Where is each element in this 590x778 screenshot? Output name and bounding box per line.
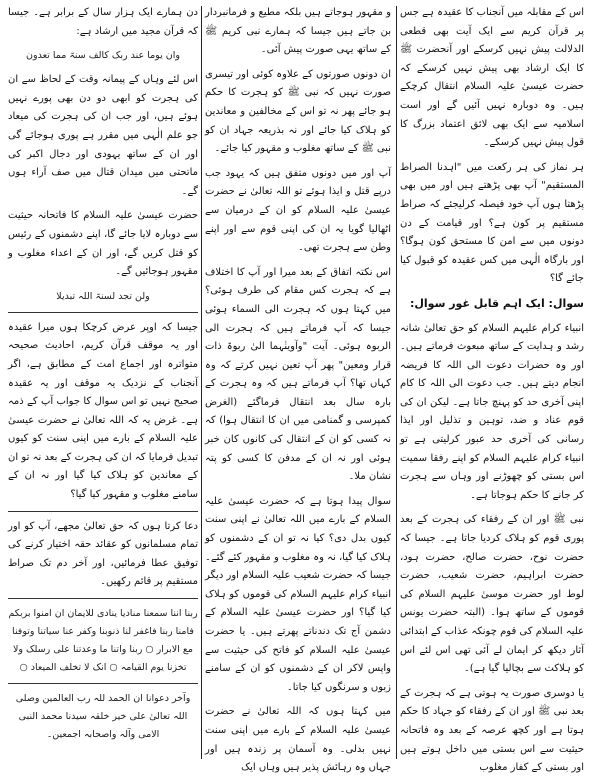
arabic-closing: وآخر دعوانا ان الحمد للہ رب العالمین وصلی اللہ تعالیٰ علی خیر خلقہ سیدنا محمد النبی الامی وآلہ واصحابہ اجمعین۔: [15, 693, 191, 741]
text-column-right: [400, 4, 584, 774]
paragraph: اس نکتہ اتفاق کے بعد میرا اور آپ کا اختلاف ہے کہ ہجرت کس مقام کی طرف ہوئی؟ میں کہتا ہوں کہ ہجرت الی السماء ہوئی جیسا کہ آپ فرماتے ہیں کہ ہجرت الی الربوہ ہوئی۔ آیت "وآوینٰہما الیٰ ربوۃ ذات قرار ومعین" پھر آپ تعین نہیں کرتے کہ وہ کہاں تھا؟ آپ فرماتے ہیں کہ وہ ہجرت کے بارہ سال بعد انتقال فرماگئے (الغرض کمپرسی و گمنامی میں ان کا انتقال ہوا) کہ نہ کسی کو ان کے انتقال کی کانوں کان خبر ہوئی اور نہ ان کے مدفن کا کسی کو پتہ نشان ملا۔: [205, 266, 391, 483]
text-column-middle: [205, 4, 391, 774]
paragraph: و مقہور ہوجاتے ہیں بلکہ مطیع و فرمانبردار بن جاتے ہیں جیسا کہ ہمارے نبی کریم ﷺ کے ساتھ یہی صورت پیش آئی۔: [205, 7, 391, 56]
paragraph: دن ہمارے ایک ہزار سال کے برابر ہے۔ جیسا کہ قرآن مجید میں ارشاد ہے:: [8, 7, 198, 37]
separator-line: [8, 598, 198, 599]
paragraph: جیسا کہ اوپر عرض کرچکا ہوں میرا عقیدہ اور یہ موقف قرآن کریم، احادیث صحیحہ متواترہ اور اجماع امت کے مطابق ہے، اگر آنجناب کے نزدیک یہ موقف اور یہ عقیدہ صحیح نہیں تو اس سوال کا جواب آپ کے ذمہ ہے۔ غرض یہ کہ اللہ تعالیٰ نے حضرت عیسیٰ علیہ السلام کے بارے میں اپنی سنت کو کیوں تبدیل فرمایا کہ ان کی ہجرت کے بعد نہ تو ان کے معاندین کو ہلاک کیا گیا اور نہ ان کے سامنے مغلوب و مقہور کیا گیا؟: [8, 321, 198, 501]
paragraph: ہر نماز کی ہر رکعت میں "اہدنا الصراط المستقیم" آپ بھی پڑھتے ہیں اور میں بھی پڑھتا ہوں آپ خود فیصلہ کرلیجئے کہ صراط مستقیم پر کون ہے؟ اور قیامت کے دن دونوں میں سے امن کا مستحق کون ہوگا؟ اور بارگاہ الٰہی میں کس عقیدہ کو قبول کیا جائے گا؟: [400, 161, 584, 285]
paragraph: دعا کرتا ہوں کہ حق تعالیٰ مجھے، آپ کو اور تمام مسلمانوں کو عقائد حقہ اختیار کرنے کی توفیق عطا فرمائیں، اور آخر دم تک صراط مستقیم پر قائم رکھیں۔: [8, 520, 198, 588]
paragraph: میں کہتا ہوں کہ اللہ تعالیٰ نے حضرت عیسیٰ علیہ السلام کے بارے میں اپنی سنت نہیں بدلی۔ وہ آسمان پر زندہ ہیں اور جہاں وہ رہائش پذیر ہیں وہاں ایک: [205, 706, 391, 774]
column-divider: [201, 6, 202, 759]
separator-line: [8, 683, 198, 684]
paragraph: یا دوسری صورت یہ ہوتی ہے کہ ہجرت کے بعد نبی ﷺ اور ان کے رفقاء کو جہاد کا حکم ہوتا ہے اور کچھ عرصہ کے بعد وہ فاتحانہ حیثیت سے اس بستی میں داخل ہوتے ہیں اور بستی کے کفار مغلوب: [400, 687, 584, 774]
paragraph: آپ اور میں دونوں متفق ہیں کہ یہود جب درپے قتل و ایذا ہوئے تو اللہ تعالیٰ نے حضرت عیسیٰ علیہ السلام کو ان کے درمیان سے اٹھالیا گویا یہ ان کی اپنی قوم سے اور اپنے وطن سے ہجرت تھی۔: [205, 167, 391, 254]
paragraph: نبی ﷺ اور ان کے رفقاء کی ہجرت کے بعد پوری قوم کو ہلاک کردیا جاتا ہے۔ جیسا کہ حضرت نوح، حضرت صالح، حضرت ہود، حضرت ابراہیم، حضرت شعیب، حضرت لوط اور حضرت موسیٰ علیہم السلام کی قوموں کے ساتھ ہوا۔ (البتہ حضرت یونس علیہ السلام کی قوم چونکہ عذاب کے ابتدائی آثار دیکھ کر ایمان لے آئی تھی اس لئے اس کو ہلاکت سے بچالیا گیا ہے)۔: [400, 514, 584, 675]
paragraph: اس لئے وہاں کے پیمانہ وقت کے لحاظ سے ان کی ہجرت کو ابھی دو دن بھی پورے نہیں ہوئے ہیں، اور جب ان کی ہجرت کی میعاد جو علم الٰہی میں مقرر ہے پوری ہوجائے گی اور ان کے ساتھ یہودی اور دجال اکبر کی ماتحتی میں میدان قتال میں صف آراء ہوں گے۔: [8, 74, 198, 197]
arabic-prayer: ربنا اننا سمعنا منادیا ینادی للایمان ان امنوا بربکم فامنا ربنا فاغفر لنا ذنوبنا وکفر عنا سیاتنا وتوفنا مع الابرار ○ ربنا واتنا ما وعدتنا علی رسلک ولا تخزنا یوم القیامہ ○ انک لا تخلف المیعاد ○: [8, 608, 198, 674]
separator-line: [8, 511, 198, 512]
text-column-left: [8, 4, 198, 761]
separator-line: [8, 312, 198, 313]
paragraph: اس کے مقابلہ میں آنجناب کا عقیدہ ہے جس پر قرآن کریم سے ایک آیت بھی قطعی الدلالت پیش نہیں کرسکے اور آنحضرت ﷺ کا ایک ارشاد بھی پیش نہیں کرسکے کہ حضرت عیسیٰ علیہ السلام انتقال کرچکے ہیں۔ وہ دوبارہ نہیں آئیں گے اور است اسلامیہ سے ایک بھی لائق اعتماد بزرگ کا قول پیش نہیں کرسکے۔: [400, 7, 584, 149]
column-divider: [396, 6, 397, 759]
paragraph: حضرت عیسیٰ علیہ السلام کا فاتحانہ حیثیت سے دوبارہ لایا جائے گا، اپنے دشمنوں کے رئیس کو قتل کریں گے، اور ان کے اعداء مغلوب و مقہور ہوجائیں گے۔: [8, 210, 198, 278]
paragraph: انبیاء کرام علیہم السلام کو حق تعالیٰ شانہ رشد و ہدایت کے ساتھ مبعوث فرماتے ہیں۔ اور وہ حضرات دعوت الی اللہ کا فریضہ انجام دیتے ہیں۔ جب دعوت الی اللہ کا کام اپنی آخری حد کو پہنچ جاتا ہے۔ لیکن ان کی قوم عناد و ضد، توہین و تذلیل اور ایذا رسانی کی آخری حد عبور کرلیتی ہے تو انبیاء کرام علیہم السلام کو اپنے رفقا سمیت اس بستی کو چھوڑنے اور وہاں سے ہجرت کر جانے کا حکم ہوجاتا ہے۔: [400, 322, 584, 501]
paragraph: ان دونوں صورتوں کے علاوہ کوئی اور تیسری صورت نہیں کہ نبی ﷺ کو ہجرت کا حکم ہو جائے پھر نہ تو اس کے مخالفین و معاندین کو ہلاک کیا جائے اور نہ بذریعہ جہاد ان کو نبی ﷺ کے ساتھ مغلوب و مقہور کیا جائے۔: [205, 68, 391, 155]
section-heading: سوال: ایک اہم قابل غور سوال:: [409, 296, 584, 310]
arabic-verse: ولن تجد لسنۃ اللہ تبدیلا: [56, 290, 150, 302]
paragraph: سوال پیدا ہوتا ہے کہ حضرت عیسیٰ علیہ السلام کے بارے میں اللہ تعالیٰ نے اپنی سنت کیوں بدل دی؟ کیا نہ تو ان کے دشمنوں کو ہلاک کیا گیا، نہ وہ مغلوب و مقہور کئے گئے۔ جیسا کہ حضرت شعیب علیہ السلام اور دیگر انبیاء کرام علیہم السلام کی قوموں کو ہلاک کیا گیا؟ اور حضرت عیسیٰ علیہ السلام کے دشمن آج تک دندناتے پھرتے ہیں۔ یا حضرت عیسیٰ علیہ السلام کو فاتح کی حیثیت سے واپس لاکر ان کے دشمنوں کو ان کے سامنے زبوں و سرنگوں کیا جاتا۔: [205, 495, 391, 693]
arabic-verse: وان یوما عند ربک کالف سنۃ مما تعدون: [26, 50, 180, 62]
